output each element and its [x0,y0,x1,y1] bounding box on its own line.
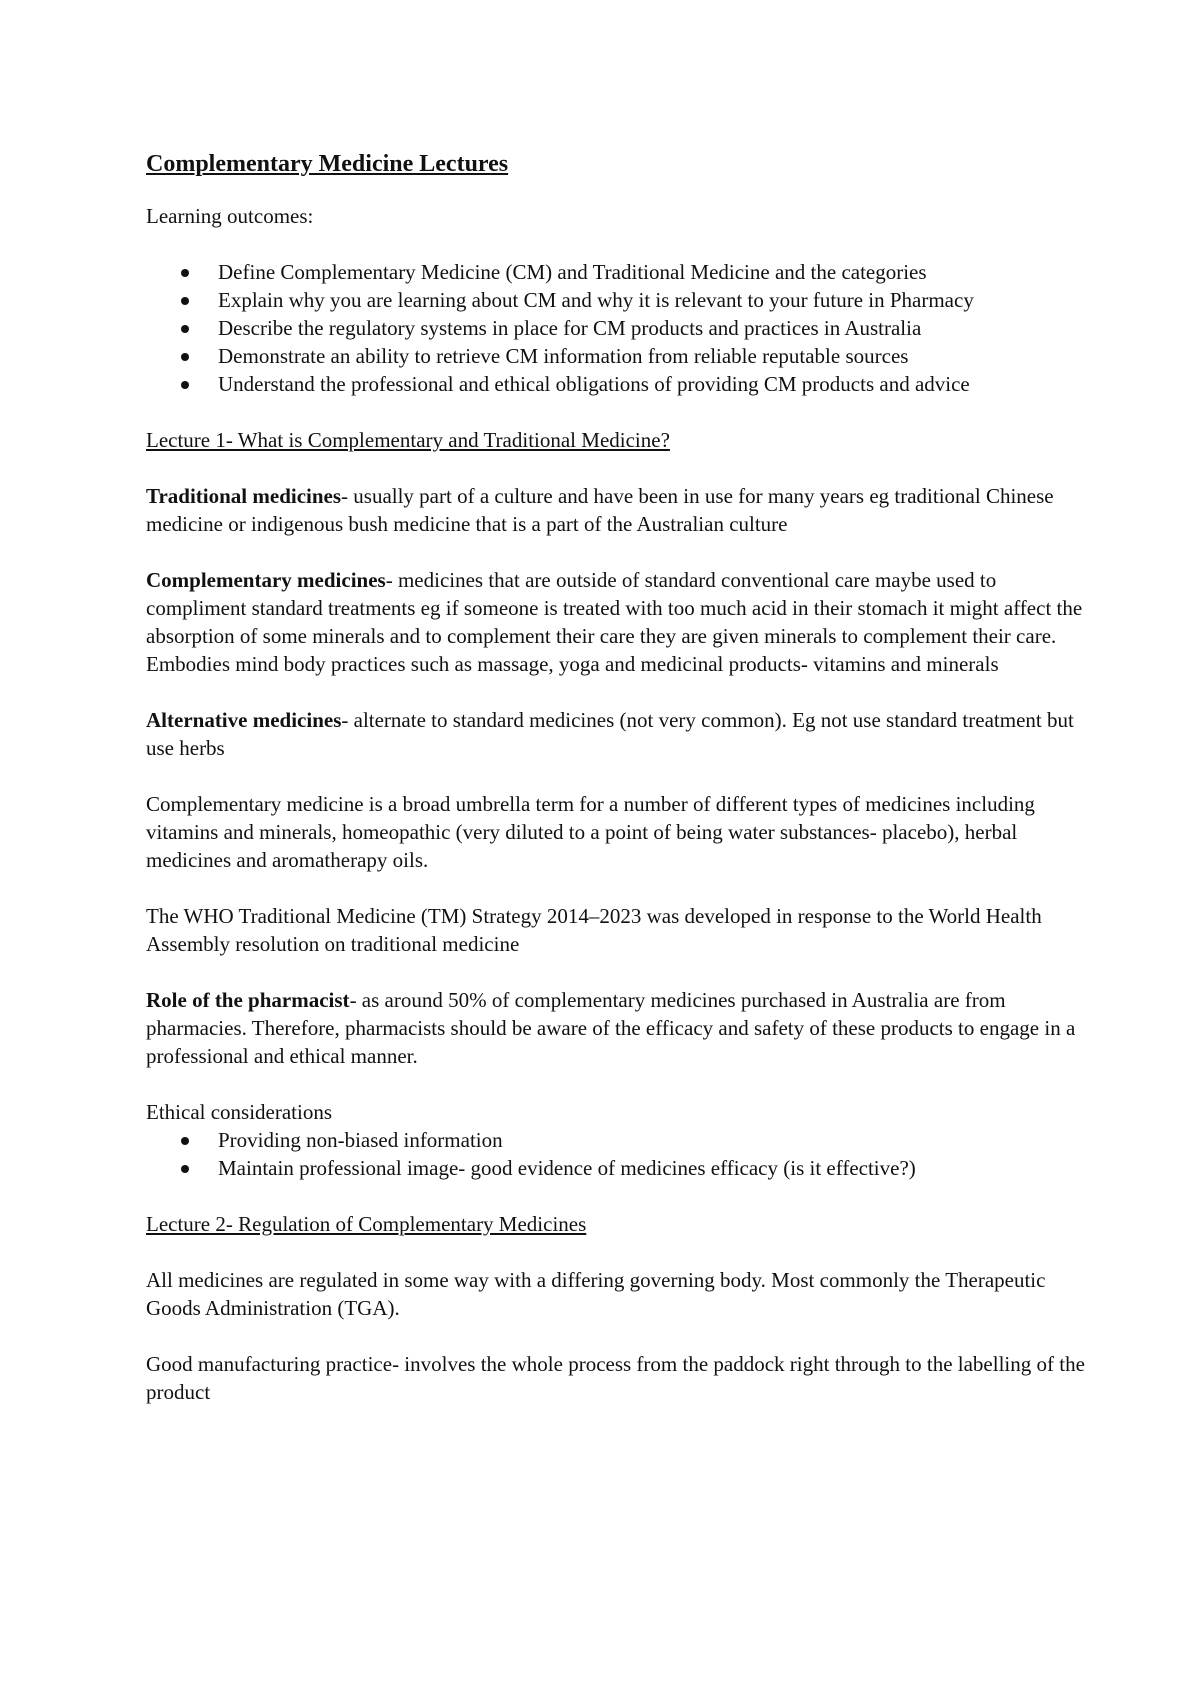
lecture-2-heading: Lecture 2- Regulation of Complementary Medicines [146,1212,587,1236]
bullet-icon [181,1137,189,1145]
term-label: Traditional medicines [146,484,342,508]
who-strategy-paragraph: The WHO Traditional Medicine (TM) Strategy 2014–2023 was developed in response to the World Health Assembly resolution on traditional medicine [146,904,1042,956]
document-title: Complementary Medicine Lectures [146,151,509,177]
pharmacist-role-paragraph: Role of the pharmacist- as around 50% of complementary medicines purchased in Australia are from pharmacies. Therefore, pharmacists should be aware of the efficacy and safety of these products to engage in a professional and ethical manner. [146,988,1076,1068]
ethical-considerations-list [146,1126,1086,1182]
complementary-medicines-paragraph: Complementary medicines- medicines that are outside of standard conventional care maybe used to compliment standard treatments eg if someone is treated with too much acid in their stomach it might affect the absorption of some minerals and to complement their care they are given minerals to complement their care. Embodies mind body practices such as massage, yoga and medicinal products- vitamins and minerals [146,568,1083,676]
lecture-1-heading: Lecture 1- What is Complementary and Traditional Medicine? [146,428,670,452]
ethical-considerations-label: Ethical considerations [146,1100,333,1124]
bullet-icon [181,297,189,305]
term-label: Role of the pharmacist [146,988,350,1012]
umbrella-term-paragraph: Complementary medicine is a broad umbrella term for a number of different types of medicines including vitamins and minerals, homeopathic (very diluted to a point of being water substances- placebo), herbal medicines and aromatherapy oils. [146,792,1035,872]
list-item: Providing non-biased information [218,1126,1086,1154]
alternative-medicines-paragraph: Alternative medicines- alternate to standard medicines (not very common). Eg not use standard treatment but use herbs [146,708,1074,760]
list-item: Maintain professional image- good evidence of medicines efficacy (is it effective?) [218,1154,1086,1182]
list-item: Define Complementary Medicine (CM) and Traditional Medicine and the categories [218,258,1086,286]
document-page [146,140,1086,1434]
traditional-medicines-paragraph: Traditional medicines- usually part of a culture and have been in use for many years eg traditional Chinese medicine or indigenous bush medicine that is a part of the Australian culture [146,484,1054,536]
bullet-icon [181,1165,189,1173]
bullet-icon [181,325,189,333]
list-item: Explain why you are learning about CM and why it is relevant to your future in Pharmacy [218,286,1086,314]
bullet-icon [181,269,189,277]
list-item: Demonstrate an ability to retrieve CM information from reliable reputable sources [218,342,1086,370]
bullet-icon [181,381,189,389]
list-item: Describe the regulatory systems in place for CM products and practices in Australia [218,314,1086,342]
term-label: Alternative medicines [146,708,342,732]
gmp-paragraph: Good manufacturing practice- involves the whole process from the paddock right through to the labelling of the product [146,1352,1085,1404]
learning-outcomes-label: Learning outcomes: [146,204,314,228]
bullet-icon [181,353,189,361]
learning-outcomes-list [146,258,1086,398]
term-label: Complementary medicines [146,568,386,592]
regulation-paragraph: All medicines are regulated in some way with a differing governing body. Most commonly the Therapeutic Goods Administration (TGA). [146,1268,1046,1320]
list-item: Understand the professional and ethical obligations of providing CM products and advice [218,370,1086,398]
